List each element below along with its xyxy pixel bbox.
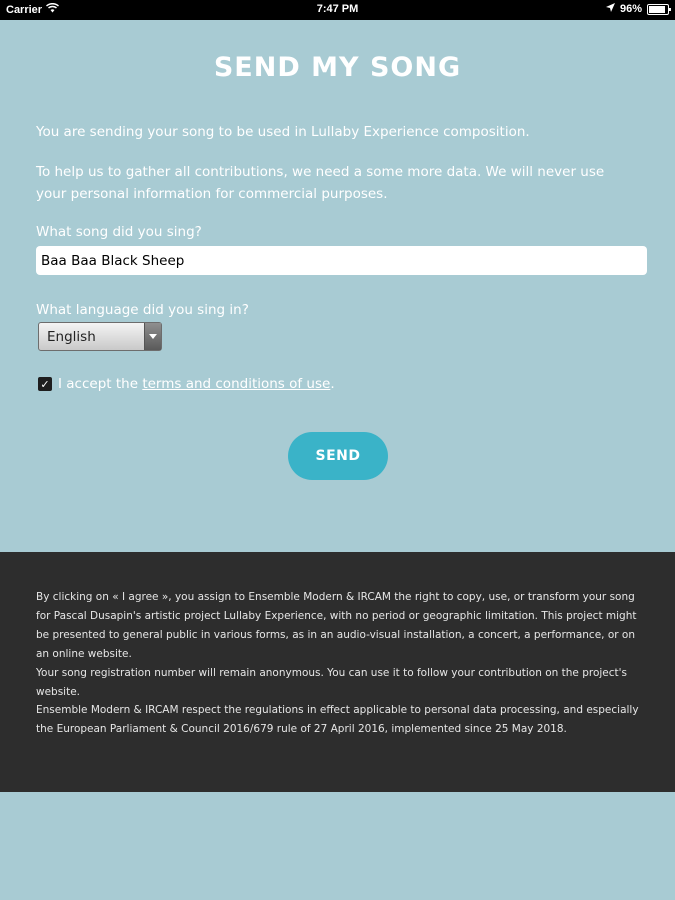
- terms-suffix: .: [330, 376, 335, 392]
- status-time: 7:47 PM: [316, 3, 359, 15]
- checkmark-icon: ✓: [40, 377, 50, 391]
- status-bar: [0, 0, 675, 20]
- battery-icon: [647, 4, 669, 15]
- footer-paragraph-3: Ensemble Modern & IRCAM respect the regulations in effect applicable to personal data processing, and especially the European Parliament & Council 2016/679 rule of 27 April 2016, implemented since 25 May 2018.: [36, 704, 639, 735]
- intro-text: You are sending your song to be used in Lullaby Experience composition.: [36, 124, 530, 140]
- page-title: SEND MY SONG: [213, 52, 462, 83]
- location-arrow-icon: [606, 3, 615, 15]
- language-select-value: English: [47, 328, 96, 345]
- help-text: To help us to gather all contributions, we need a some more data. We will never use your personal information for commercial purposes.: [36, 164, 605, 202]
- accept-checkbox[interactable]: [38, 377, 52, 391]
- carrier-label: Carrier: [6, 3, 43, 16]
- song-label: What song did you sing?: [36, 224, 202, 240]
- accept-text: [58, 376, 335, 392]
- footer-paragraph-2: Your song registration number will remain anonymous. You can use it to follow your contribution on the project's website.: [36, 667, 627, 698]
- footer-legal: [0, 552, 675, 792]
- battery-percent: 96%: [619, 3, 642, 15]
- language-select[interactable]: [38, 322, 162, 351]
- terms-row: [38, 376, 335, 392]
- accept-prefix: I accept the: [58, 376, 139, 392]
- terms-link[interactable]: terms and conditions of use: [142, 376, 331, 392]
- song-input[interactable]: Baa Baa Black Sheep: [36, 246, 647, 275]
- send-button[interactable]: SEND: [288, 432, 388, 480]
- language-label: What language did you sing in?: [36, 302, 249, 318]
- footer-paragraph-1: By clicking on « I agree », you assign to Ensemble Modern & IRCAM the right to copy, use, or transform your song for Pascal Dusapin's artistic project Lullaby Experience, with no period or geographic limitation. This project might be presented to general public in various forms, as in an audio-visual installation, a concert, a performance, or on an online website.: [36, 591, 637, 660]
- dropdown-arrow-icon: [144, 323, 161, 350]
- status-right: [606, 3, 669, 15]
